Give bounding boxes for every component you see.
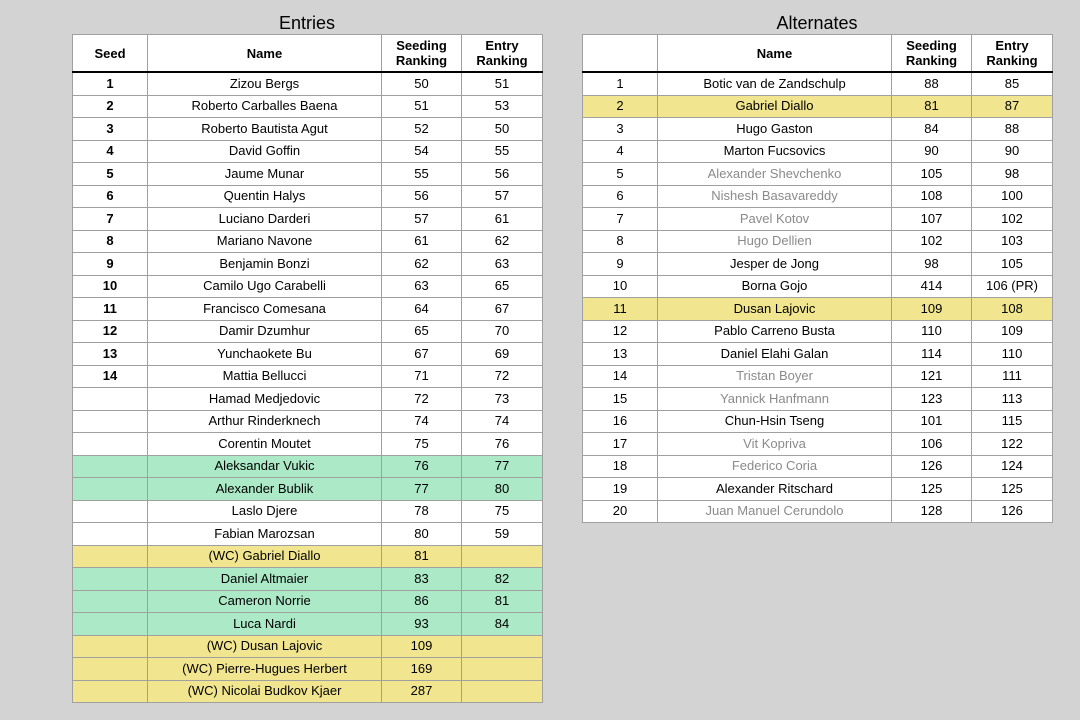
entries-cell-seed: 5 [73,163,148,186]
entries-cell-seed [73,410,148,433]
alternates-row [583,433,1053,456]
alternates-cell-entry-ranking: 102 [972,208,1053,231]
entries-table [72,34,543,703]
alternates-header-entry-ranking: Entry Ranking [972,35,1053,73]
alternates-cell-entry-ranking: 105 [972,253,1053,276]
alternates-cell-name: Yannick Hanfmann [658,388,892,411]
alternates-cell-name: Gabriel Diallo [658,95,892,118]
entries-cell-entry-ranking: 74 [462,410,543,433]
entries-row [73,410,543,433]
alternates-cell-seeding-ranking: 123 [892,388,972,411]
entries-cell-entry-ranking: 70 [462,320,543,343]
entries-panel [72,12,542,703]
alternates-cell-entry-ranking: 122 [972,433,1053,456]
entries-row [73,230,543,253]
entries-cell-entry-ranking: 81 [462,590,543,613]
entries-header-entry-ranking: Entry Ranking [462,35,543,73]
alternates-cell-seeding-ranking: 88 [892,72,972,95]
entries-cell-seed: 11 [73,298,148,321]
entries-cell-seeding-ranking: 83 [382,568,462,591]
alternates-cell-entry-ranking: 113 [972,388,1053,411]
entries-cell-entry-ranking: 63 [462,253,543,276]
entries-cell-entry-ranking: 67 [462,298,543,321]
entries-cell-entry-ranking: 77 [462,455,543,478]
entries-cell-name: Aleksandar Vukic [148,455,382,478]
alternates-cell-name: Borna Gojo [658,275,892,298]
entries-cell-entry-ranking [462,635,543,658]
entries-row [73,163,543,186]
entries-cell-name: Quentin Halys [148,185,382,208]
alternates-cell-entry-ranking: 85 [972,72,1053,95]
entries-cell-name: Mariano Navone [148,230,382,253]
alternates-cell-entry-ranking: 103 [972,230,1053,253]
entries-cell-entry-ranking: 59 [462,523,543,546]
alternates-title: Alternates [776,13,858,33]
entries-cell-entry-ranking: 56 [462,163,543,186]
entries-cell-name: Roberto Carballes Baena [148,95,382,118]
entries-cell-name: Daniel Altmaier [148,568,382,591]
entries-row [73,658,543,681]
entries-cell-seed: 1 [73,72,148,95]
alternates-cell-seeding-ranking: 84 [892,118,972,141]
entries-cell-seeding-ranking: 77 [382,478,462,501]
entries-cell-seeding-ranking: 64 [382,298,462,321]
entries-cell-seed: 14 [73,365,148,388]
entries-row [73,388,543,411]
alternates-cell-number: 7 [583,208,658,231]
entries-row [73,478,543,501]
alternates-row [583,500,1053,523]
alternates-cell-entry-ranking: 100 [972,185,1053,208]
alternates-cell-number: 11 [583,298,658,321]
entries-cell-name: Hamad Medjedovic [148,388,382,411]
entries-row [73,253,543,276]
entries-cell-seeding-ranking: 86 [382,590,462,613]
entries-cell-seed [73,455,148,478]
entries-cell-name: Corentin Moutet [148,433,382,456]
alternates-cell-name: Botic van de Zandschulp [658,72,892,95]
alternates-cell-number: 17 [583,433,658,456]
alternates-row [583,253,1053,276]
alternates-cell-entry-ranking: 109 [972,320,1053,343]
alternates-cell-name: Vit Kopriva [658,433,892,456]
entries-cell-seed [73,523,148,546]
entries-row [73,298,543,321]
entries-row [73,208,543,231]
entries-row [73,455,543,478]
entries-cell-entry-ranking [462,680,543,703]
entries-cell-name: Francisco Comesana [148,298,382,321]
entries-cell-seed: 13 [73,343,148,366]
entries-cell-seed: 2 [73,95,148,118]
alternates-row [583,320,1053,343]
entries-cell-entry-ranking: 61 [462,208,543,231]
entries-cell-seeding-ranking: 50 [382,72,462,95]
alternates-cell-number: 8 [583,230,658,253]
entries-cell-seed: 10 [73,275,148,298]
alternates-body [583,72,1053,523]
alternates-cell-seeding-ranking: 107 [892,208,972,231]
entries-cell-seed [73,545,148,568]
alternates-cell-number: 5 [583,163,658,186]
entries-cell-seeding-ranking: 71 [382,365,462,388]
entries-cell-seeding-ranking: 81 [382,545,462,568]
entries-row [73,118,543,141]
entries-cell-entry-ranking: 80 [462,478,543,501]
entries-cell-entry-ranking: 57 [462,185,543,208]
alternates-cell-entry-ranking: 126 [972,500,1053,523]
alternates-row [583,95,1053,118]
entries-cell-seeding-ranking: 61 [382,230,462,253]
entries-cell-name: (WC) Nicolai Budkov Kjaer [148,680,382,703]
alternates-cell-seeding-ranking: 98 [892,253,972,276]
alternates-cell-number: 15 [583,388,658,411]
entries-cell-name: Mattia Bellucci [148,365,382,388]
alternates-cell-seeding-ranking: 110 [892,320,972,343]
entries-cell-entry-ranking: 73 [462,388,543,411]
entries-cell-entry-ranking [462,658,543,681]
entries-cell-entry-ranking: 65 [462,275,543,298]
entries-cell-seed: 4 [73,140,148,163]
alternates-cell-number: 19 [583,478,658,501]
alternates-cell-seeding-ranking: 414 [892,275,972,298]
entries-cell-entry-ranking: 82 [462,568,543,591]
entries-row [73,320,543,343]
alternates-cell-entry-ranking: 111 [972,365,1053,388]
entries-row [73,680,543,703]
alternates-cell-seeding-ranking: 109 [892,298,972,321]
entries-cell-seeding-ranking: 51 [382,95,462,118]
entries-cell-entry-ranking: 55 [462,140,543,163]
alternates-cell-name: Chun-Hsin Tseng [658,410,892,433]
entries-cell-seeding-ranking: 80 [382,523,462,546]
alternates-row [583,410,1053,433]
alternates-row [583,298,1053,321]
entries-cell-name: Arthur Rinderknech [148,410,382,433]
entries-cell-name: (WC) Gabriel Diallo [148,545,382,568]
alternates-cell-entry-ranking: 108 [972,298,1053,321]
entries-cell-seed [73,635,148,658]
entries-cell-seeding-ranking: 62 [382,253,462,276]
entries-cell-seed: 8 [73,230,148,253]
alternates-header-number [583,35,658,73]
alternates-header-row [583,35,1053,73]
entries-cell-seeding-ranking: 93 [382,613,462,636]
entries-cell-seeding-ranking: 76 [382,455,462,478]
entries-cell-seeding-ranking: 287 [382,680,462,703]
entries-title: Entries [278,13,336,33]
entries-row [73,590,543,613]
alternates-cell-seeding-ranking: 81 [892,95,972,118]
alternates-cell-entry-ranking: 88 [972,118,1053,141]
entries-cell-seed: 3 [73,118,148,141]
entries-row [73,275,543,298]
entries-cell-seeding-ranking: 75 [382,433,462,456]
alternates-cell-name: Marton Fucsovics [658,140,892,163]
alternates-cell-name: Tristan Boyer [658,365,892,388]
alternates-cell-name: Pablo Carreno Busta [658,320,892,343]
entries-cell-seeding-ranking: 63 [382,275,462,298]
entries-cell-name: Yunchaokete Bu [148,343,382,366]
alternates-cell-name: Alexander Shevchenko [658,163,892,186]
entries-row [73,343,543,366]
alternates-cell-number: 6 [583,185,658,208]
entries-cell-seed [73,658,148,681]
alternates-cell-seeding-ranking: 102 [892,230,972,253]
entries-cell-name: Roberto Bautista Agut [148,118,382,141]
alternates-cell-entry-ranking: 115 [972,410,1053,433]
entries-cell-name: Damir Dzumhur [148,320,382,343]
entries-cell-name: Luciano Darderi [148,208,382,231]
entries-cell-name: (WC) Pierre-Hugues Herbert [148,658,382,681]
entries-header-seeding-ranking: Seeding Ranking [382,35,462,73]
entries-cell-name: Cameron Norrie [148,590,382,613]
alternates-row [583,455,1053,478]
alternates-row [583,185,1053,208]
alternates-cell-name: Federico Coria [658,455,892,478]
entries-cell-name: Fabian Marozsan [148,523,382,546]
entries-cell-name: Zizou Bergs [148,72,382,95]
entries-header-seed: Seed [73,35,148,73]
alternates-cell-number: 18 [583,455,658,478]
alternates-cell-seeding-ranking: 126 [892,455,972,478]
entries-row [73,433,543,456]
entries-cell-name: Jaume Munar [148,163,382,186]
alternates-cell-name: Alexander Ritschard [658,478,892,501]
alternates-row [583,118,1053,141]
alternates-cell-entry-ranking: 90 [972,140,1053,163]
entries-cell-entry-ranking: 51 [462,72,543,95]
alternates-cell-name: Hugo Dellien [658,230,892,253]
alternates-row [583,163,1053,186]
alternates-row [583,230,1053,253]
alternates-cell-number: 2 [583,95,658,118]
alternates-cell-name: Jesper de Jong [658,253,892,276]
entries-cell-seed [73,500,148,523]
alternates-header-seeding-ranking: Seeding Ranking [892,35,972,73]
alternates-cell-name: Juan Manuel Cerundolo [658,500,892,523]
entries-row [73,568,543,591]
alternates-row [583,208,1053,231]
entries-cell-seed [73,433,148,456]
alternates-cell-number: 10 [583,275,658,298]
entries-cell-name: Luca Nardi [148,613,382,636]
alternates-cell-entry-ranking: 98 [972,163,1053,186]
entries-cell-seeding-ranking: 52 [382,118,462,141]
entries-cell-name: Alexander Bublik [148,478,382,501]
entries-cell-seeding-ranking: 57 [382,208,462,231]
entries-cell-seed [73,613,148,636]
entries-cell-name: Benjamin Bonzi [148,253,382,276]
alternates-cell-entry-ranking: 124 [972,455,1053,478]
alternates-cell-number: 14 [583,365,658,388]
entries-cell-seeding-ranking: 72 [382,388,462,411]
entries-cell-entry-ranking: 75 [462,500,543,523]
alternates-row [583,388,1053,411]
alternates-cell-name: Nishesh Basavareddy [658,185,892,208]
entries-cell-seed: 9 [73,253,148,276]
entries-header-name: Name [148,35,382,73]
alternates-row [583,275,1053,298]
alternates-cell-number: 16 [583,410,658,433]
alternates-cell-name: Pavel Kotov [658,208,892,231]
alternates-panel [582,12,1052,523]
entries-row [73,365,543,388]
entries-cell-entry-ranking: 62 [462,230,543,253]
entries-cell-seed: 6 [73,185,148,208]
alternates-cell-entry-ranking: 87 [972,95,1053,118]
entries-cell-seed: 12 [73,320,148,343]
entries-cell-seeding-ranking: 56 [382,185,462,208]
entries-cell-entry-ranking: 84 [462,613,543,636]
alternates-cell-number: 4 [583,140,658,163]
entries-cell-name: (WC) Dusan Lajovic [148,635,382,658]
entries-cell-seed [73,388,148,411]
entries-row [73,545,543,568]
alternates-cell-seeding-ranking: 125 [892,478,972,501]
entries-cell-entry-ranking: 50 [462,118,543,141]
entries-cell-entry-ranking: 72 [462,365,543,388]
alternates-cell-name: Daniel Elahi Galan [658,343,892,366]
alternates-cell-seeding-ranking: 108 [892,185,972,208]
alternates-cell-seeding-ranking: 114 [892,343,972,366]
entries-cell-seeding-ranking: 67 [382,343,462,366]
entries-cell-seeding-ranking: 169 [382,658,462,681]
entries-cell-entry-ranking [462,545,543,568]
entries-cell-seed [73,568,148,591]
entries-cell-name: Laslo Djere [148,500,382,523]
alternates-cell-seeding-ranking: 101 [892,410,972,433]
entries-cell-seed [73,680,148,703]
entries-body [73,72,543,703]
entries-row [73,523,543,546]
alternates-cell-seeding-ranking: 106 [892,433,972,456]
entries-row [73,140,543,163]
entries-cell-entry-ranking: 69 [462,343,543,366]
alternates-row [583,72,1053,95]
alternates-row [583,365,1053,388]
alternates-header-name: Name [658,35,892,73]
alternates-cell-number: 13 [583,343,658,366]
alternates-cell-number: 3 [583,118,658,141]
alternates-cell-seeding-ranking: 121 [892,365,972,388]
entries-cell-seeding-ranking: 78 [382,500,462,523]
entries-cell-seeding-ranking: 109 [382,635,462,658]
entries-cell-name: Camilo Ugo Carabelli [148,275,382,298]
alternates-cell-seeding-ranking: 90 [892,140,972,163]
entries-row [73,95,543,118]
alternates-cell-number: 20 [583,500,658,523]
alternates-cell-entry-ranking: 106 (PR) [972,275,1053,298]
alternates-cell-number: 9 [583,253,658,276]
alternates-cell-seeding-ranking: 105 [892,163,972,186]
entries-row [73,185,543,208]
entries-cell-entry-ranking: 76 [462,433,543,456]
alternates-cell-entry-ranking: 110 [972,343,1053,366]
entries-cell-seed: 7 [73,208,148,231]
entries-cell-name: David Goffin [148,140,382,163]
alternates-row [583,478,1053,501]
entries-cell-seeding-ranking: 54 [382,140,462,163]
alternates-row [583,140,1053,163]
entries-cell-seed [73,590,148,613]
alternates-cell-seeding-ranking: 128 [892,500,972,523]
entries-row [73,613,543,636]
entries-row [73,72,543,95]
entries-cell-entry-ranking: 53 [462,95,543,118]
entries-row [73,500,543,523]
entries-cell-seeding-ranking: 65 [382,320,462,343]
alternates-table [582,34,1053,523]
alternates-cell-number: 1 [583,72,658,95]
entries-cell-seeding-ranking: 74 [382,410,462,433]
alternates-cell-number: 12 [583,320,658,343]
alternates-row [583,343,1053,366]
entries-header-row [73,35,543,73]
entries-cell-seed [73,478,148,501]
alternates-cell-name: Dusan Lajovic [658,298,892,321]
entries-cell-seeding-ranking: 55 [382,163,462,186]
alternates-cell-entry-ranking: 125 [972,478,1053,501]
alternates-cell-name: Hugo Gaston [658,118,892,141]
entries-row [73,635,543,658]
